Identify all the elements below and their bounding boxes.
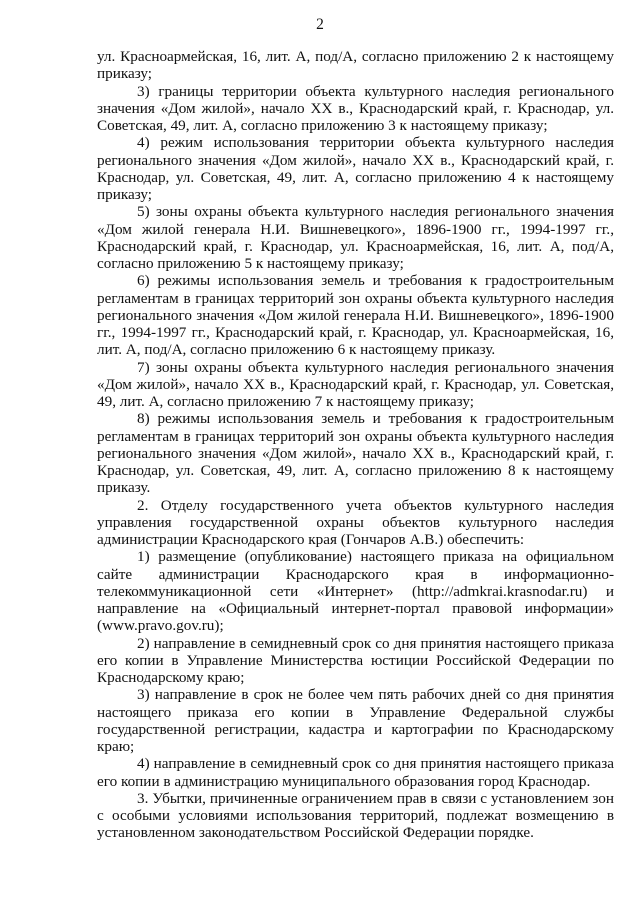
paragraph-continuation: ул. Красноармейская, 16, лит. А, под/А, согласно приложению 2 к настоящему приказу;: [97, 48, 614, 83]
paragraph-section-2: 2. Отделу государственного учета объектов культурного наследия управления государственной охраны объектов культурного наследия администрации Краснодарского края (Гончаров А.В.) обеспечить:: [97, 496, 614, 548]
paragraph-subitem-3: 3) направление в срок не более чем пять рабочих дней со дня принятия настоящего приказа его копии в Управление Федеральной службы государственной регистрации, кадастра и картографии по Краснодарскому краю;: [97, 686, 614, 755]
paragraph-subitem-1: 1) размещение (опубликование) настоящего приказа на официальном сайте администрации Краснодарского края в информационно-телекоммуникационной сети «Интернет» (http://admkrai.krasnodar.ru) и направление на «Официальный интернет-портал правовой информации» (www.pravo.gov.ru);: [97, 548, 614, 635]
paragraph-section-3: 3. Убытки, причиненные ограничением прав в связи с установлением зон с особыми условиями использования территорий, подлежат возмещению в установленном законодательством Российской Федерации порядке.: [97, 789, 614, 842]
paragraph-item-5: 5) зоны охраны объекта культурного наследия регионального значения «Дом жилой генерала Н.И. Вишневецкого», 1896-1900 гг., 1994-1997 гг., Краснодарский край, г. Краснодар, ул. Красноармейская, 16, лит. А, под/А, согласно приложению 5 к настоящему приказу;: [97, 203, 614, 272]
paragraph-item-7: 7) зоны охраны объекта культурного наследия регионального значения «Дом жилой», начало XX в., Краснодарский край, г. Краснодар, ул. Советская, 49, лит. А, согласно приложению 7 к настоящему приказу;: [97, 358, 614, 410]
paragraph-item-8: 8) режимы использования земель и требования к градостроительным регламентам в границах территорий зон охраны объекта культурного наследия регионального значения «Дом жилой», начало XX в., Краснодарский край, г. Краснодар, ул. Советская, 49, лит. А, согласно приложению 8 к настоящему приказу.: [97, 410, 614, 497]
paragraph-subitem-4: 4) направление в семидневный срок со дня принятия настоящего приказа его копии в администрацию муниципального образования город Краснодар.: [97, 755, 614, 790]
page-number: 2: [316, 16, 324, 33]
paragraph-item-4: 4) режим использования территории объекта культурного наследия регионального значения «Дом жилой», начало XX в., Краснодарский край, г. Краснодар, ул. Советская, 49, лит. А, согласно приложению 4 к настоящему приказу;: [97, 134, 614, 203]
paragraph-item-3: 3) границы территории объекта культурного наследия регионального значения «Дом жилой», начало XX в., Краснодарский край, г. Краснодар, ул. Советская, 49, лит. А, согласно приложению 3 к настоящему приказу;: [97, 82, 614, 134]
paragraph-subitem-2: 2) направление в семидневный срок со дня принятия настоящего приказа его копии в Управление Министерства юстиции Российской Федерации по Краснодарскому краю;: [97, 634, 614, 686]
document-body: [97, 48, 614, 842]
paragraph-item-6: 6) режимы использования земель и требования к градостроительным регламентам в границах территорий зон охраны объекта культурного наследия регионального значения «Дом жилой генерала Н.И. Вишневецкого», 1896-1900 гг., 1994-1997 гг., Краснодарский край, г. Краснодар, ул. Красноармейская, 16, лит. А, под/А, согласно приложению 6 к настоящему приказу.: [97, 272, 614, 359]
